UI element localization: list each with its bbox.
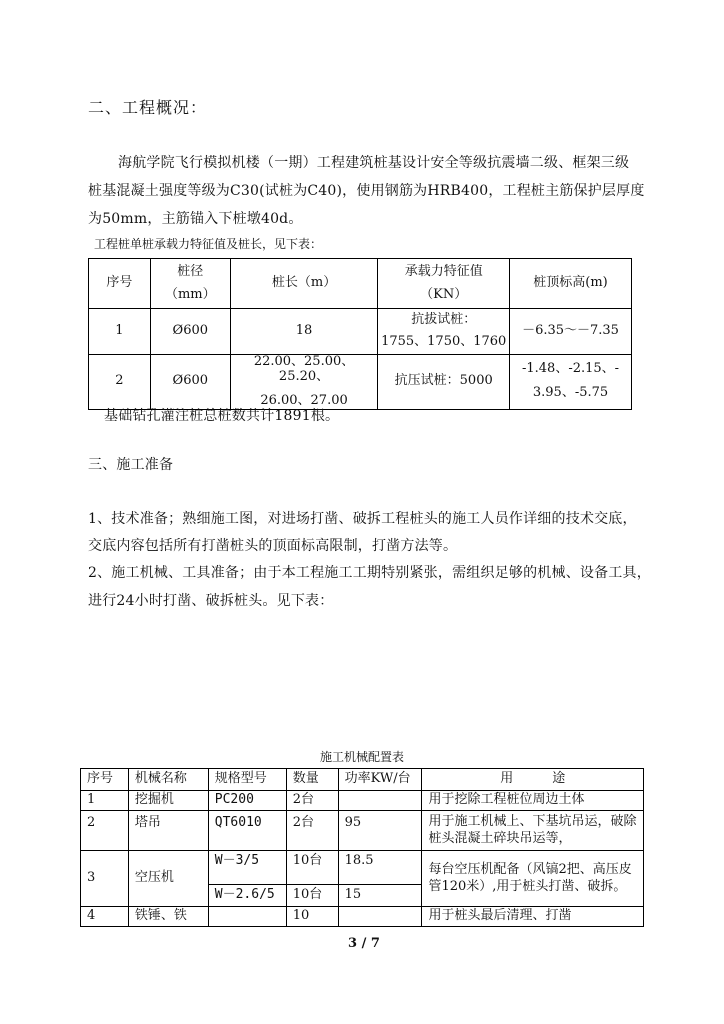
table2-title: 施工机械配置表: [320, 750, 405, 764]
t2-header-qty: 数量: [286, 769, 338, 791]
overview-line-1: 海航学院飞行模拟机楼（一期）工程建筑桩基设计安全等级抗震墙二级、框架三级: [118, 155, 630, 171]
section-heading-overview: 二、工程概况：: [88, 98, 208, 117]
row2-length: [230, 355, 378, 410]
row2-seq: 2: [89, 355, 151, 410]
row2-length-line2: 26.00、27.00: [260, 392, 348, 408]
row2-length-line1: 22.00、25.00、25.20、: [253, 354, 355, 384]
t2-row2-power: 95: [338, 811, 422, 851]
table-header-row: [81, 769, 644, 791]
prep-item2-line2: 进行24小时打凿、破拆桩头。见下表：: [88, 593, 334, 609]
prep-item2-line1: 2、施工机械、工具准备；由于本工程施工工期特别紧张，需组织足够的机械、设备工具，: [88, 565, 651, 581]
t2-row4-seq: 4: [81, 907, 129, 927]
row1-capacity-line2: 1755、1750、1760: [381, 334, 507, 349]
t2-row4-qty: 10: [286, 907, 338, 927]
row1-capacity-line1: 抗拔试桩：: [411, 312, 477, 328]
t2-row3-qty-b: 10台: [286, 885, 338, 907]
t2-row1-power: [338, 791, 422, 811]
overview-line-3: 为50mm，主筋锚入下桩墩40d。: [88, 211, 303, 227]
row2-capacity: 抗压试桩：5000: [378, 355, 510, 410]
row2-top-line1: -1.48、-2.15、-: [521, 361, 620, 377]
table-row: [81, 851, 644, 885]
t2-row4-power: [338, 907, 422, 927]
t2-row1-seq: 1: [81, 791, 129, 811]
row1-diameter: Ø600: [150, 309, 230, 355]
t2-row3-use: 每台空压机配备（风镐2把、高压皮管120米）,用于桩头打凿、破拆。: [422, 851, 644, 907]
section-heading-preparation: 三、施工准备: [88, 457, 174, 473]
t2-header-seq: 序号: [81, 769, 129, 791]
table-row: [89, 355, 632, 410]
t2-row2-seq: 2: [81, 811, 129, 851]
prep-item1-line2: 交底内容包括所有打凿桩头的顶面标高限制，打凿方法等。: [88, 538, 458, 554]
table1-caption: 工程桩单桩承载力特征值及桩长，见下表：: [94, 237, 323, 251]
t2-header-use: 用 途: [422, 769, 644, 791]
header-diameter: [150, 259, 230, 309]
table1-footnote: 基础钻孔灌注桩总桩数共计1891根。: [104, 408, 340, 424]
t2-row3-model-b: W－2.6/5: [208, 885, 286, 907]
table-header-row: [89, 259, 632, 309]
row2-top-elevation: [510, 355, 632, 410]
row1-length: 18: [230, 309, 378, 355]
t2-row1-use: 用于挖除工程桩位周边土体: [422, 791, 644, 811]
t2-row4-name: 铁锤、铁: [128, 907, 208, 927]
table-row: [81, 811, 644, 851]
t2-row2-name: 塔吊: [128, 811, 208, 851]
t2-header-name: 机械名称: [128, 769, 208, 791]
t2-row3-qty-a: 10台: [286, 851, 338, 885]
t2-row3-power-a: 18.5: [338, 851, 422, 885]
row2-diameter: Ø600: [150, 355, 230, 410]
header-diameter-line1: 桩径: [177, 263, 204, 279]
t2-header-model: 规格型号: [208, 769, 286, 791]
row1-capacity: [378, 309, 510, 355]
t2-row3-name: 空压机: [128, 851, 208, 907]
table-row: [81, 791, 644, 811]
header-top-elevation: 桩顶标高(m): [510, 259, 632, 309]
machinery-table: [80, 768, 644, 927]
header-seq: 序号: [89, 259, 151, 309]
table-row: [81, 907, 644, 927]
row1-top-elevation: －6.35～－7.35: [510, 309, 632, 355]
t2-row1-name: 挖掘机: [128, 791, 208, 811]
header-diameter-line2: （mm）: [164, 286, 216, 302]
t2-row2-use: 用于施工机械上、下基坑吊运，破除桩头混凝土碎块吊运等，: [422, 811, 644, 851]
t2-row4-model: [208, 907, 286, 927]
t2-header-power: 功率KW/台: [338, 769, 422, 791]
header-capacity: [378, 259, 510, 309]
t2-row3-power-b: 15: [338, 885, 422, 907]
t2-row3-seq: 3: [81, 851, 129, 907]
t2-row2-qty: 2台: [286, 811, 338, 851]
header-length: 桩长（m）: [230, 259, 378, 309]
header-capacity-line1: 承载力特征值: [404, 263, 483, 279]
pile-capacity-table: [88, 258, 632, 410]
t2-row1-qty: 2台: [286, 791, 338, 811]
table-row: [89, 309, 632, 355]
row2-top-line2: 3.95、-5.75: [532, 385, 609, 401]
prep-item1-line1: 1、技术准备；熟细施工图，对进场打凿、破拆工程桩头的施工人员作详细的技术交底，: [88, 511, 637, 527]
overview-line-2: 桩基混凝土强度等级为C30(试桩为C40)，使用钢筋为HRB400，工程桩主筋保护层厚度: [88, 183, 645, 199]
t2-row4-use: 用于桩头最后清理、打凿: [422, 907, 644, 927]
page-number: 3 / 7: [348, 936, 380, 951]
t2-row2-model: QT6010: [208, 811, 286, 851]
header-capacity-line2: （KN）: [420, 286, 468, 302]
row1-seq: 1: [89, 309, 151, 355]
t2-row1-model: PC200: [208, 791, 286, 811]
t2-row3-model-a: W－3/5: [208, 851, 286, 885]
